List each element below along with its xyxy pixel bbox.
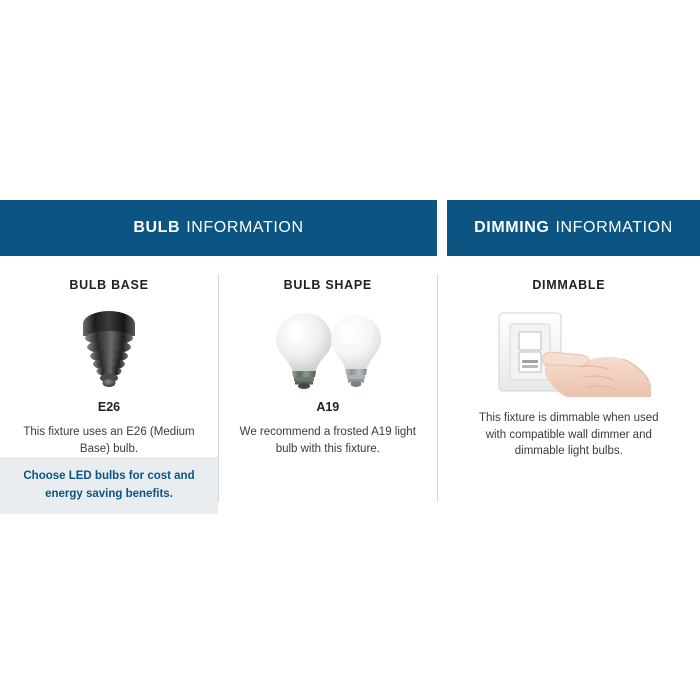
dimmable-description: This fixture is dimmable when used with compatible wall dimmer and dimmable light bulbs.	[478, 412, 659, 458]
info-columns	[0, 256, 700, 524]
led-tip-text: Choose LED bulbs for cost and energy saving benefits.	[0, 457, 218, 514]
bulb-information-header-strong: BULB	[133, 219, 181, 236]
bulb-base-e26-icon	[16, 306, 202, 392]
bulb-base-label: E26	[97, 400, 121, 414]
bulb-shape-label: A19	[316, 400, 340, 414]
dimming-information-header	[447, 200, 700, 256]
bulb-shape-column	[219, 256, 437, 524]
bulb-shape-a19-icon	[235, 306, 421, 392]
dimming-information-header-strong: DIMMING	[474, 219, 550, 236]
dimmable-column	[438, 256, 700, 524]
bulb-base-description: This fixture uses an E26 (Medium Base) bulb.	[23, 426, 195, 455]
bulb-information-header	[0, 200, 437, 256]
bulb-information-header-light: INFORMATION	[186, 219, 304, 236]
wall-dimmer-switch-hand-icon	[454, 306, 684, 396]
bulb-base-column	[0, 256, 218, 524]
led-tip-banner	[0, 457, 218, 514]
dimming-information-header-light: INFORMATION	[555, 219, 673, 236]
bulb-shape-description: We recommend a frosted A19 light bulb with this fixture.	[239, 426, 416, 455]
bulb-info-sheet	[0, 200, 700, 524]
bulb-shape-title: BULB SHAPE	[283, 278, 372, 292]
bulb-base-title: BULB BASE	[69, 278, 149, 292]
dimmable-title: DIMMABLE	[532, 278, 606, 292]
section-headers	[0, 200, 700, 256]
header-gap	[437, 200, 447, 256]
